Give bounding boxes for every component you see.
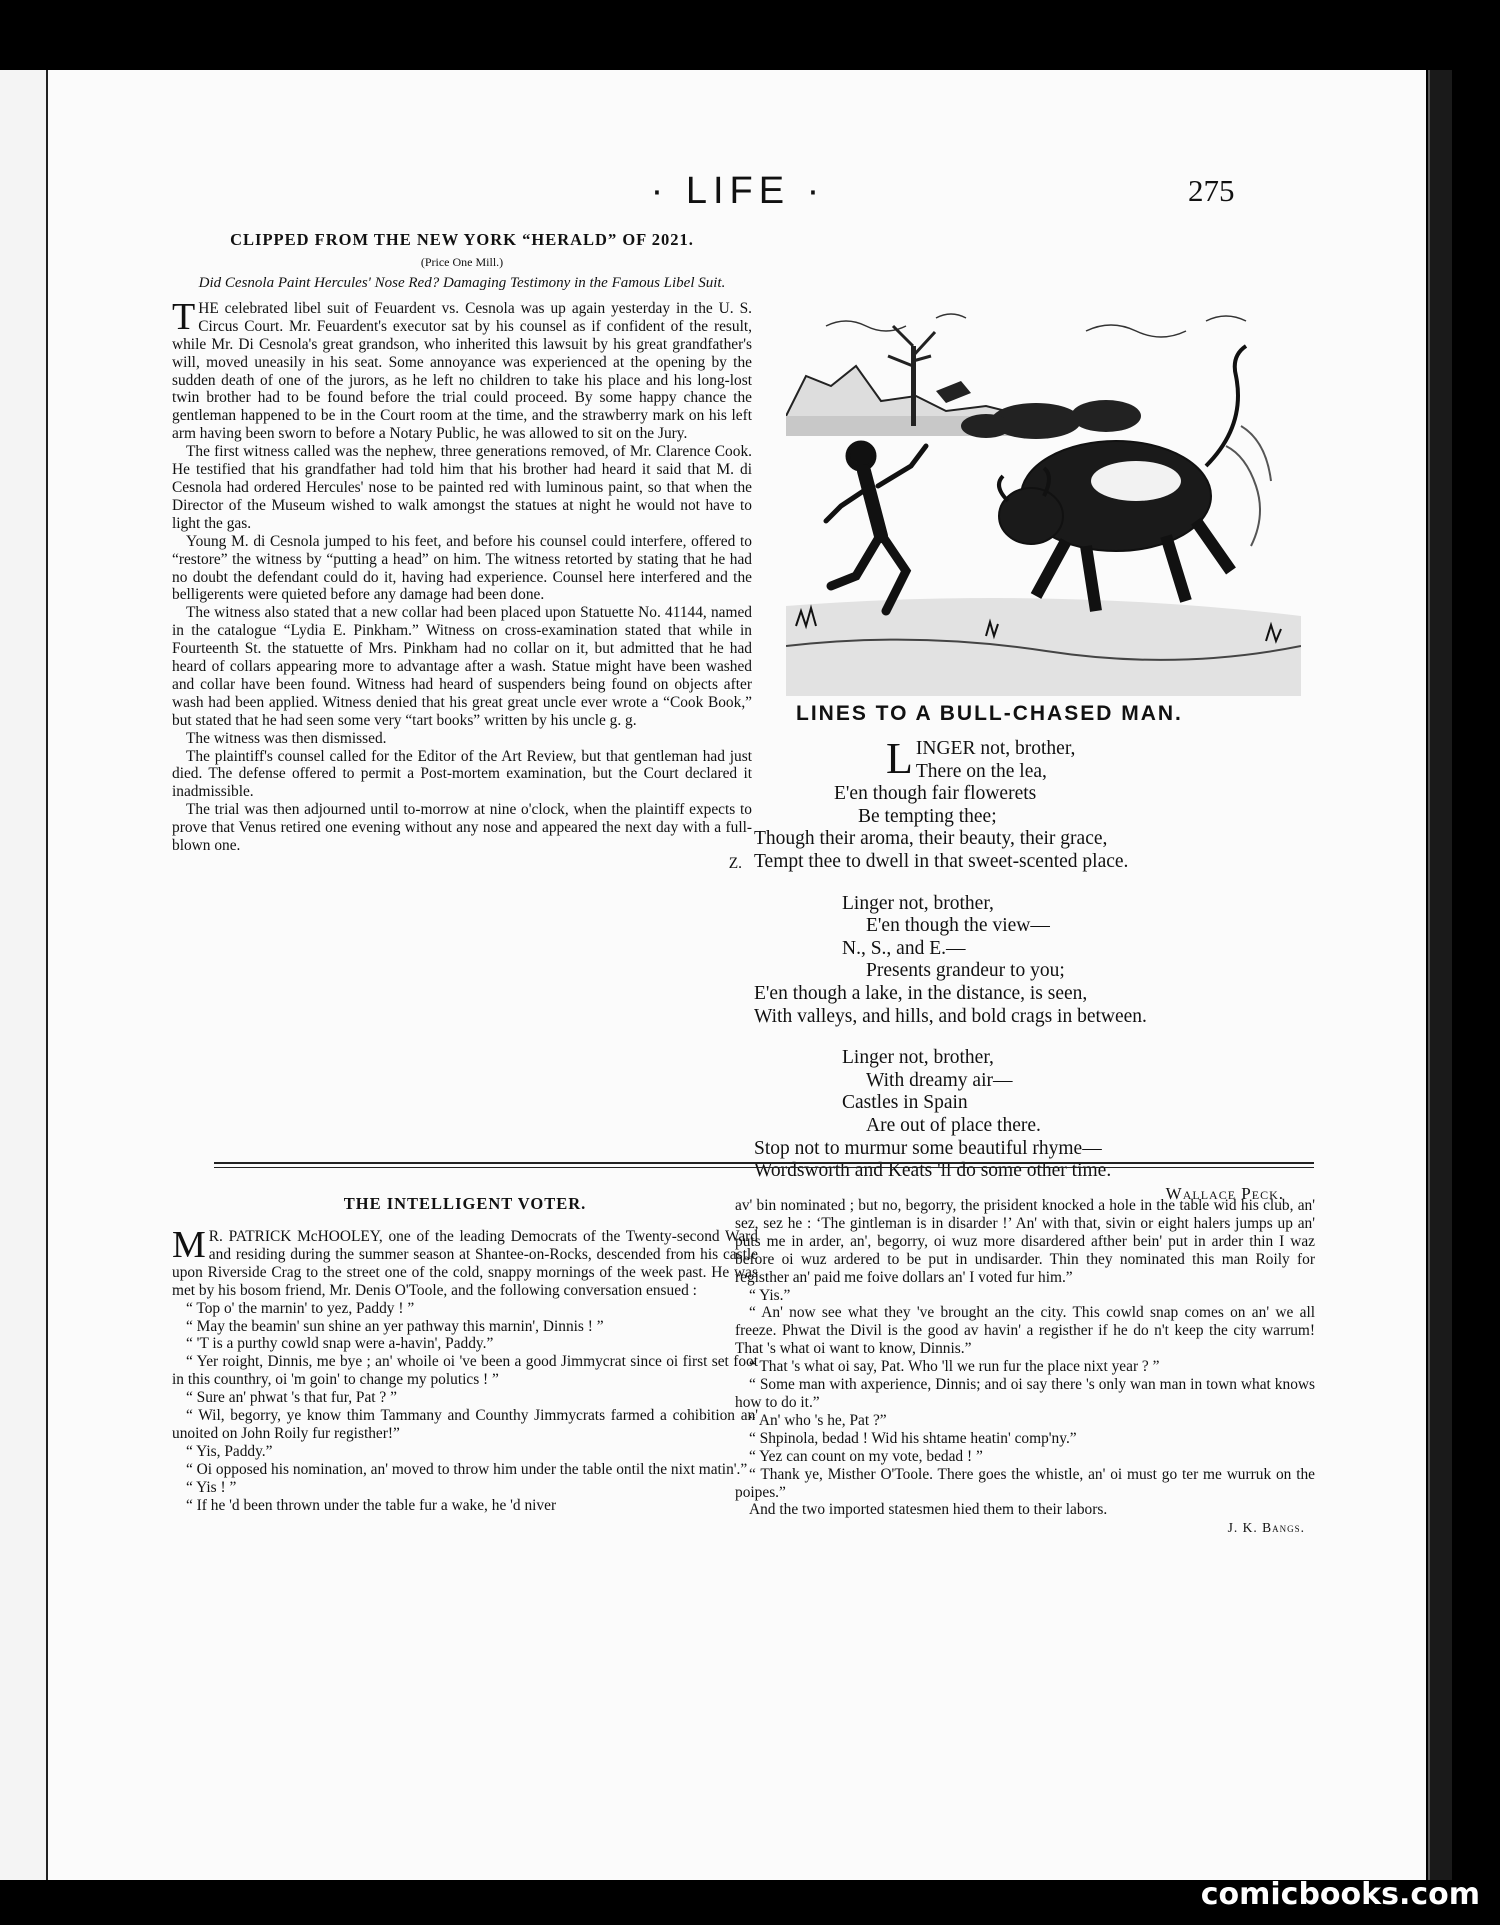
voter-paragraph: “ Wil, begorry, ye know thim Tammany and Counthy Jimmycrats farmed a cohibition an' unoited on John Roily fur registher!” (172, 1407, 758, 1442)
voter-paragraph: “ Yis, Paddy.” (186, 1442, 273, 1460)
magazine-page (48, 70, 1426, 1880)
section-divider (214, 1162, 1314, 1164)
clipped-deck: Did Cesnola Paint Hercules' Nose Red? Damaging Testimony in the Famous Libel Suit. (198, 274, 726, 291)
voter-paragraph: M R. PATRICK McHOOLEY, one of the leading Democrats of the Twenty-second Ward and residing during the summer season at Shantee-on-Rocks, descended from his castle upon Riverside Crag to the street one of the cold, snappy mornings of the week past. He was met by his bosom friend, Mr. Denis O'Toole, and the following conversation ensued : (172, 1224, 758, 1299)
page-number: 275 (1188, 173, 1235, 208)
clipped-paragraph: The witness also stated that a new collar had been placed upon Statuette No. 41144, named in the catalogue “Lydia E. Pinkham.” Witness on cross-examination stated that while in Fourteenth St. the statuette of Mrs. Pinkham had no collar on it, but admitted that he had heard of collars appearing more to advantage after a wash. Statue might have been washed and collar have been found. Witness had heard of suspenders being found on objects after wash had been applied. Witness denied that his great great uncle ever wrote a “Cook Book,” but stated that he had seen some very “tart books” written by his uncle g. g. (172, 604, 752, 729)
poem-dropcap: L (886, 734, 913, 783)
voter-paragraph: “ Yis ! ” (186, 1478, 237, 1496)
bull-chase-illustration (786, 306, 1301, 696)
voter-paragraph: “ 'T is a purthy cowld snap were a-havin', Paddy.” (186, 1335, 494, 1353)
poem-stanza: Linger not, brother, E'en though the view— N., S., and E.— Presents grandeur to you; E'en though a lake, in the distance, is seen, With valleys, and hills, and bold crags in between. (754, 892, 1147, 1027)
clipped-signature: Z. (728, 855, 742, 872)
clipped-paragraph: THE celebrated libel suit of Feuardent vs. Cesnola was up again yesterday in the U. S. Circus Court. Mr. Feuardent's executor sat by his counsel as if confident of the result, while Mr. Di Cesnola's great grandson, who inherited this lawsuit by his great grandfather's will, moved uneasily in his seat. Some annoyance was experienced at the opening by the sudden death of one of the jurors, as he left no children to take his place and his long-lost twin brother had to be found before the trial could proceed. By some happy chance the gentleman happened to be in the Court room at the time, and the strawberry mark on his left arm having been sworn to before a Notary Public, he was allowed to sit on the Jury. (172, 295, 752, 443)
voter-paragraph: “ Sure an' phwat 's that fur, Pat ? ” (186, 1389, 397, 1407)
voter-paragraph: “ May the beamin' sun shine an yer pathway this marnin', Dinnis ! ” (186, 1317, 604, 1335)
clipped-paragraph: Young M. di Cesnola jumped to his feet, and before his counsel could interfere, offered to “restore” the witness by “putting a head” on him. The witness retorted by stating that he had no doubt the defendant could do it, having had experience. Counsel here interfered and the belligerents were quieted before any damage had been done. (172, 532, 752, 604)
voter-paragraph: “ That 's what oi say, Pat. Who 'll we run fur the place nixt year ? ” (749, 1358, 1160, 1376)
voter-article-left (172, 1194, 758, 1515)
poem-author: Wallace Peck. (1165, 1183, 1284, 1203)
masthead-title: · LIFE · (650, 170, 826, 212)
clipped-headline: CLIPPED FROM THE NEW YORK “HERALD” OF 2021. (230, 230, 694, 249)
voter-paragraph: “ Oi opposed his nomination, an' moved to throw him under the table ontil the nixt matin'.” (186, 1460, 748, 1478)
clipped-paragraph: The first witness called was the nephew, three generations removed, of Mr. Clarence Cook. He testified that his grandfather had told him that his brother had heard it said that M. di Cesnola had ordered Hercules' nose to be painted red with luminous paint, so that when the Director of the Museum wished to walk amongst the statues at night he would not have to light the gas. (172, 443, 752, 532)
clipped-article (172, 230, 752, 873)
poem-title: LINES TO A BULL-CHASED MAN. (796, 702, 1183, 725)
voter-paragraph: “ If he 'd been thrown under the table fur a wake, he 'd niver (186, 1496, 557, 1514)
voter-signature: J. K. Bangs. (1227, 1520, 1305, 1536)
poem-stanza: LINGER not, brother, There on the lea, E'en though fair flowerets Be tempting thee; Though their aroma, their beauty, their grace, Tempt thee to dwell in that sweet-scented place. (754, 734, 1129, 872)
section-divider (214, 1167, 1314, 1168)
clipped-paragraph: The trial was then adjourned until to-morrow at nine o'clock, when the plaintiff expects to prove that Venus retired one evening without any nose and appeared the next day with a full-blown one. (172, 801, 752, 855)
voter-paragraph: “ Shpinola, bedad ! Wid his shtame heatin' comp'ny.” (749, 1429, 1077, 1447)
voter-paragraph: “ Some man with axperience, Dinnis; and oi say there 's only wan man in town what knows how to do it.” (735, 1376, 1315, 1411)
voter-paragraph: “ An' now see what they 've brought an the city. This cowld snap comes on an' we all freeze. Phwat the Divil is the good av havin' a registher if he do n't keep the city warrum! That 's what oi want to know, Dinnis.” (735, 1304, 1315, 1358)
voter-paragraph: “ Top o' the marnin' to yez, Paddy ! ” (186, 1299, 415, 1317)
voter-paragraph: “ An' who 's he, Pat ?” (749, 1411, 887, 1429)
poem-stanza: Linger not, brother, With dreamy air— Castles in Spain Are out of place there. Stop not to murmur some beautiful rhyme— Wordsworth and Keats 'll do some other time. Wallace Peck. (754, 1047, 1294, 1205)
voter-headline: THE INTELLIGENT VOTER. (343, 1194, 587, 1213)
clipped-paragraph: The witness was then dismissed. (186, 729, 387, 747)
voter-dropcap: M (172, 1224, 206, 1266)
voter-article-right (735, 1197, 1315, 1537)
page-binding-strip (1428, 70, 1452, 1880)
adjacent-page-edge (0, 70, 49, 1880)
voter-paragraph: “ Yez can count on my vote, bedad ! ” (749, 1447, 983, 1465)
poem-body (754, 734, 1294, 1224)
voter-paragraph: “ Yer roight, Dinnis, me bye ; an' whoile oi 've been a good Jimmycrat since oi first set foot in this counthry, oi 'm goin' to change my polutics ! ” (172, 1353, 758, 1389)
clipped-paragraph: The plaintiff's counsel called for the Editor of the Art Review, but that gentleman had just died. The defense offered to permit a Post-mortem examination, but the Court declared it inadmissible. (172, 747, 752, 801)
clipped-dropcap: T (172, 295, 196, 338)
voter-paragraph: “ Yis.” (749, 1286, 791, 1304)
clipped-price: (Price One Mill.) (420, 255, 504, 269)
voter-paragraph: “ Thank ye, Misther O'Toole. There goes the whistle, an' oi must go ter me wurruk on the poipes.” (735, 1465, 1315, 1501)
watermark-logo: comicbooks.com (1200, 1877, 1480, 1912)
voter-paragraph: av' bin nominated ; but no, begorry, the prisident knocked a hole in the table wid his club, an' sez, sez he : ‘The gintleman is in disarder !’ An' with that, sivin or eight halers jumps up an' puts me in arder, an', begorry, oi wuz more disardered afther bein' put in arder thin I waz before oi wuz ardered to be put in undisarder. Thin they nominated this man Roily for registher an' paid me foive dollars an' I voted fur him.” (735, 1197, 1315, 1286)
voter-paragraph: And the two imported statesmen hied them to their labors. (749, 1501, 1108, 1519)
